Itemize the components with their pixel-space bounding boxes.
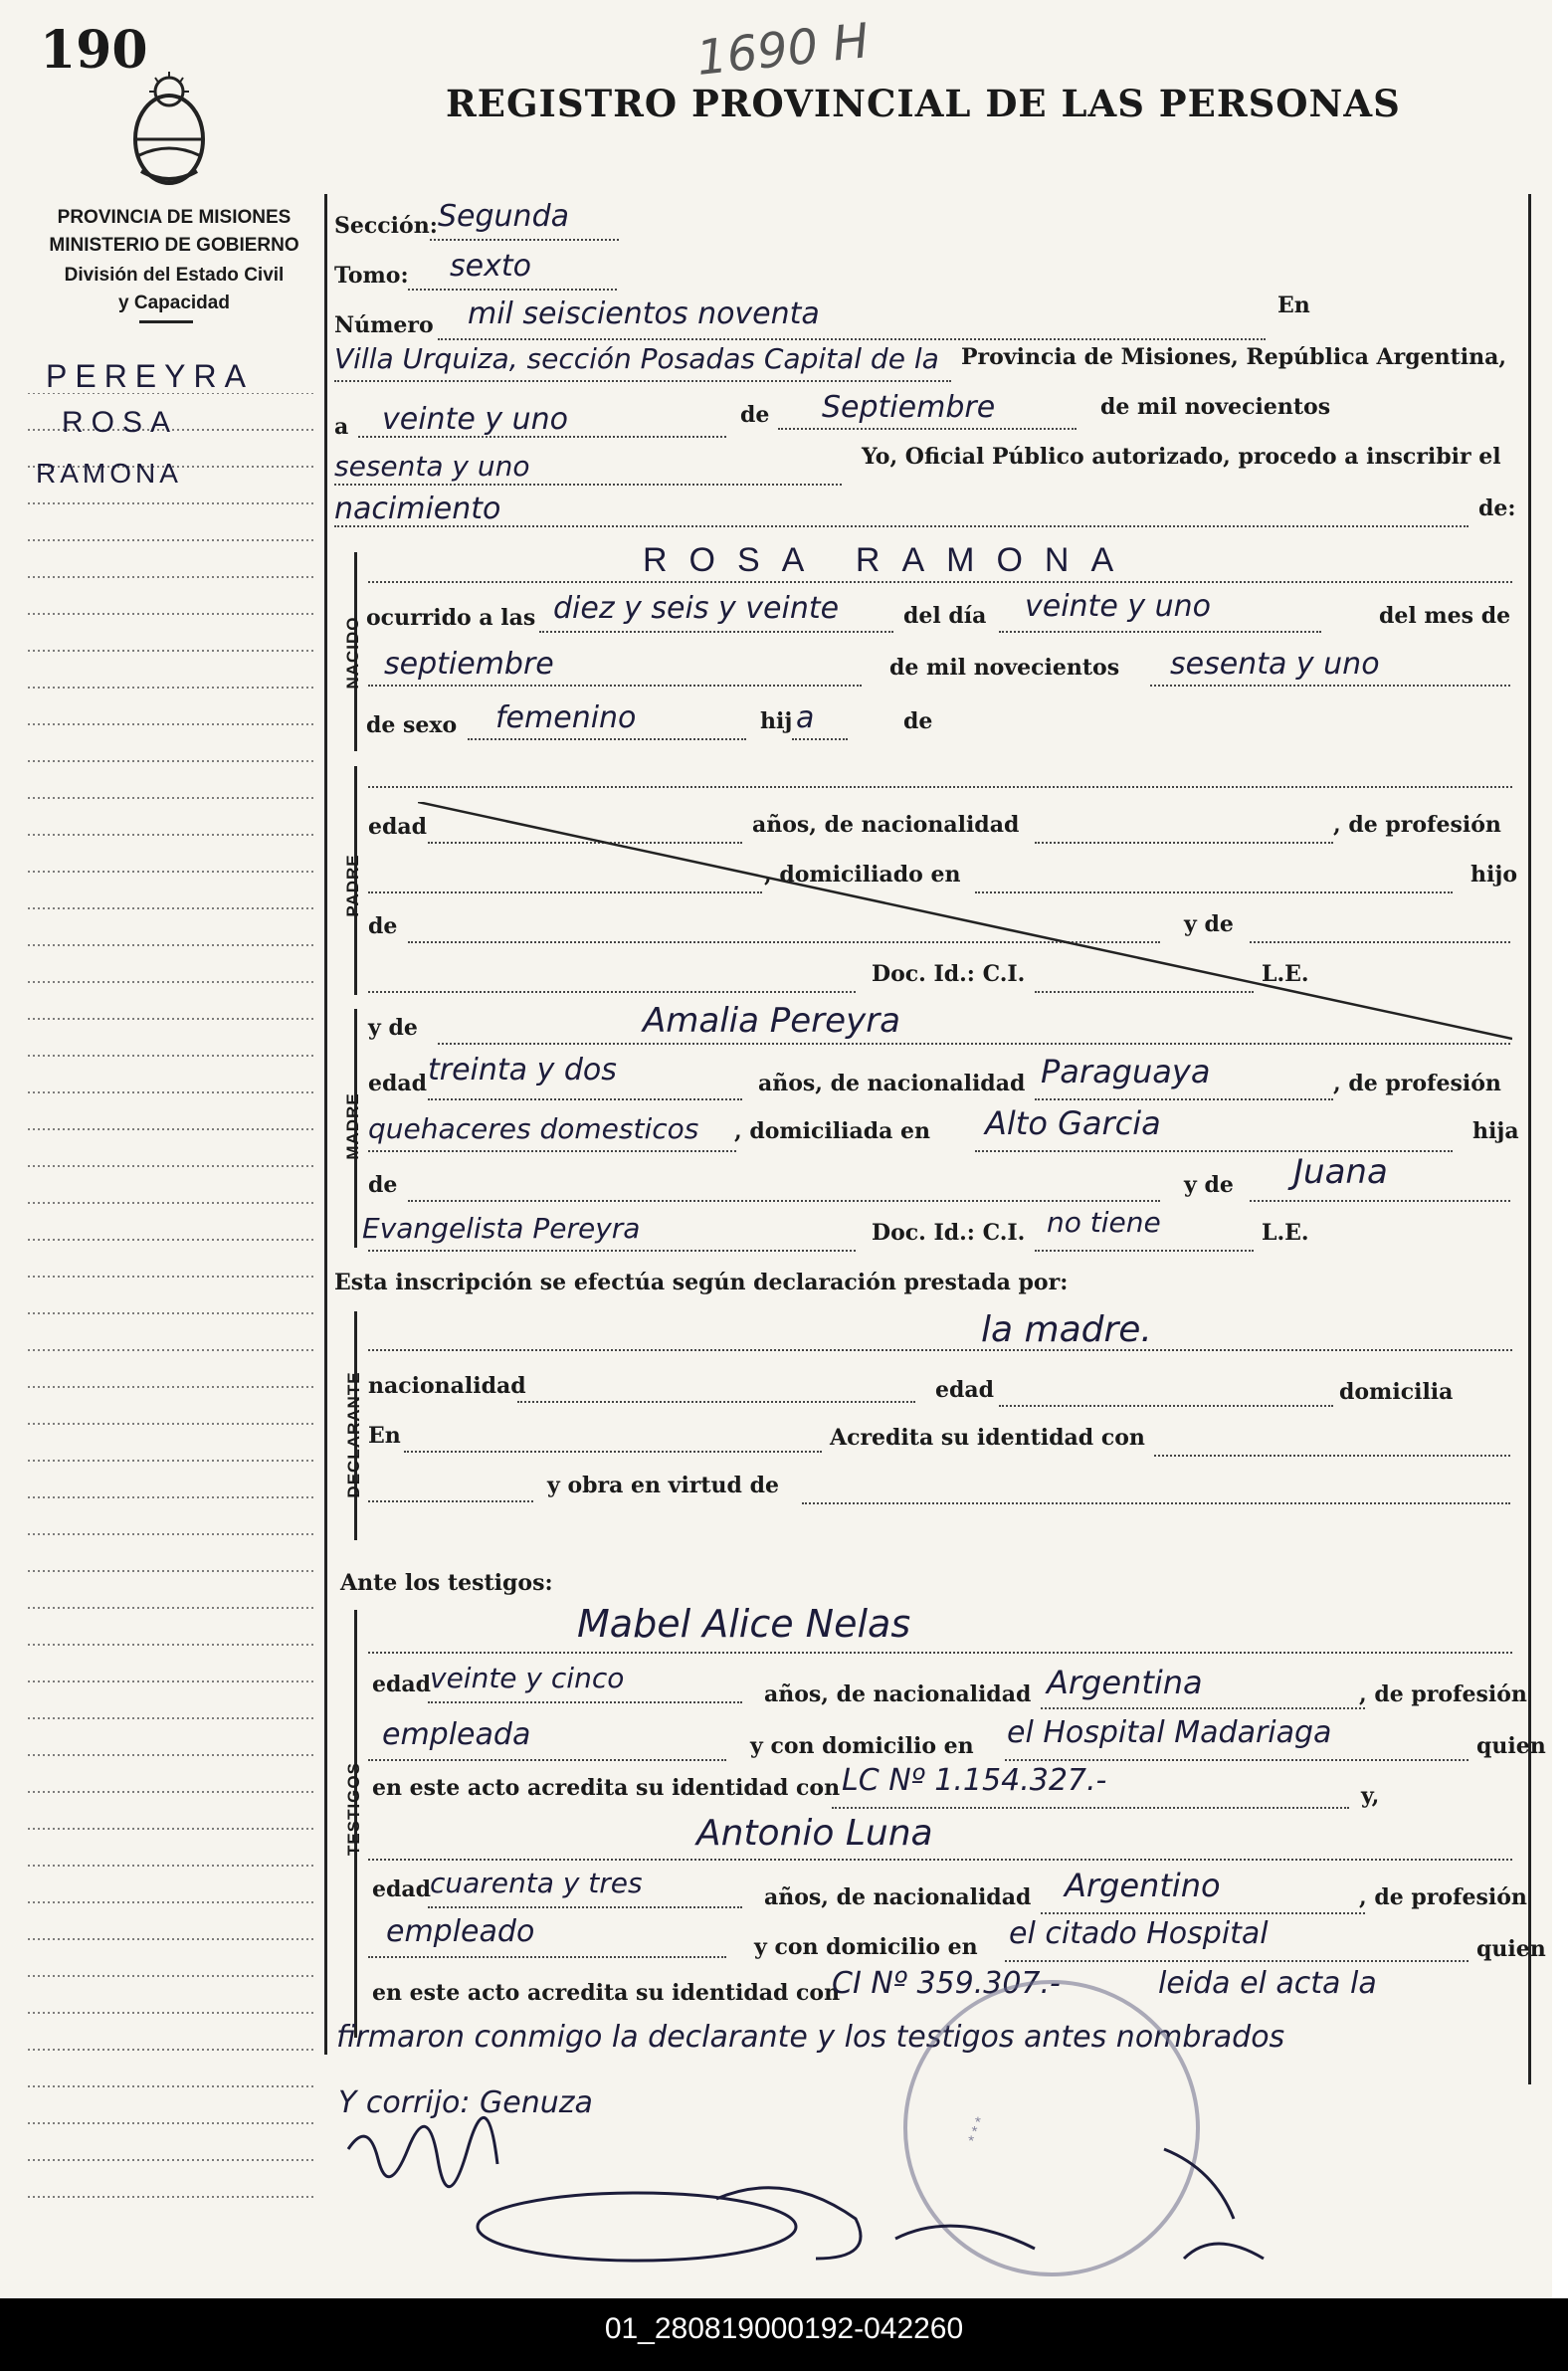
name-line bbox=[368, 581, 1512, 583]
t1-dom-line bbox=[1005, 1759, 1469, 1761]
folio-number: 190 bbox=[40, 20, 148, 81]
de-colon-label: de: bbox=[1478, 495, 1516, 521]
form-right-border bbox=[1528, 194, 1531, 2084]
padre-label: PADRE bbox=[343, 854, 362, 917]
margin-name-first: ROSA bbox=[62, 406, 179, 439]
madre-edad-value: treinta y dos bbox=[428, 1053, 617, 1087]
madre-doc-label: Doc. Id.: C.I. bbox=[872, 1220, 1026, 1246]
t1-profesion-value: empleada bbox=[382, 1717, 531, 1752]
inscripcion-label: Esta inscripción se efectúa según declaración prestada por: bbox=[334, 1270, 1069, 1295]
de-after-hij-label: de bbox=[903, 708, 933, 734]
numero-value: mil seiscientos noventa bbox=[468, 296, 820, 331]
madre-name-line bbox=[438, 1043, 1510, 1045]
madre-nacionalidad-value: Paraguaya bbox=[1041, 1053, 1211, 1090]
madre-nacionalidad-label: años, de nacionalidad bbox=[758, 1071, 1026, 1096]
madre-y-de-label: y de bbox=[368, 1015, 418, 1041]
t2-acredita-label: en este acto acredita su identidad con bbox=[372, 1980, 841, 2006]
testigo2-name-value: Antonio Luna bbox=[696, 1813, 933, 1854]
t2-edad-line bbox=[428, 1906, 742, 1908]
seccion-line bbox=[430, 239, 619, 241]
madre-prof-line bbox=[368, 1150, 736, 1152]
registered-name: ROSA RAMONA bbox=[643, 541, 1136, 579]
madre-domicilio-label: , domiciliada en bbox=[734, 1118, 931, 1144]
place-value: Villa Urquiza, sección Posadas Capital de la bbox=[334, 342, 939, 375]
t2-profesion-value: empleado bbox=[386, 1914, 535, 1949]
madre-hija-label: hija bbox=[1472, 1118, 1519, 1144]
hij-value: a bbox=[796, 700, 815, 735]
madre-profesion-value: quehaceres domesticos bbox=[368, 1112, 699, 1145]
seccion-label: Sección: bbox=[334, 213, 438, 239]
madre-de-label: de bbox=[368, 1172, 398, 1198]
file-id: 01_280819000192-042260 bbox=[604, 2312, 964, 2345]
padre-hijo-label: hijo bbox=[1470, 862, 1517, 888]
sexo-label: de sexo bbox=[366, 712, 458, 738]
mes-value: Septiembre bbox=[822, 390, 996, 425]
del-dia-label: del día bbox=[903, 603, 987, 629]
madre-domicilio-value: Alto Garcia bbox=[985, 1104, 1161, 1142]
padre-edad-label: edad bbox=[368, 814, 428, 840]
decl-nacionalidad-label: nacionalidad bbox=[368, 1373, 526, 1399]
decl-acredita-line bbox=[1154, 1455, 1510, 1457]
numero-line bbox=[438, 338, 1266, 340]
t2-edad-value: cuarenta y tres bbox=[430, 1867, 643, 1899]
t1-prof-line bbox=[368, 1759, 726, 1761]
t2-prof-line bbox=[368, 1956, 726, 1958]
province-label: PROVINCIA DE MISIONES bbox=[57, 207, 292, 228]
del-mes-label: del mes de bbox=[1379, 603, 1511, 629]
anio-nac-line bbox=[1150, 685, 1510, 687]
madre-doc-pre-line bbox=[368, 1250, 856, 1252]
decl-acredita-label: Acredita su identidad con bbox=[830, 1425, 1145, 1451]
padre-profesion-label: , de profesión bbox=[1333, 812, 1501, 838]
testigo1-name-value: Mabel Alice Nelas bbox=[577, 1602, 911, 1646]
decl-pre-obra-line bbox=[368, 1500, 533, 1502]
padre-de-label: de bbox=[368, 913, 398, 939]
dia-value: veinte y uno bbox=[382, 402, 568, 437]
coat-of-arms-icon bbox=[119, 68, 219, 189]
declarante-value: la madre. bbox=[981, 1309, 1152, 1350]
t1-nac-line bbox=[1041, 1707, 1365, 1709]
anio-nac-value: sesenta y uno bbox=[1170, 647, 1380, 682]
tomo-value: sexto bbox=[450, 249, 531, 284]
stamp-circular-text: * * * bbox=[965, 2114, 990, 2145]
madre-edad-label: edad bbox=[368, 1071, 428, 1096]
margin-name-surname: PEREYRA bbox=[46, 358, 254, 394]
t1-quien-label: quien bbox=[1476, 1733, 1546, 1759]
seccion-value: Segunda bbox=[438, 199, 569, 234]
sexo-line bbox=[468, 738, 746, 740]
decl-edad-label: edad bbox=[935, 1377, 995, 1403]
testigos-label: TESTIGOS bbox=[344, 1762, 363, 1856]
testigo1-name-line bbox=[368, 1652, 1512, 1654]
declarante-label: DECLARANTE bbox=[344, 1371, 363, 1498]
madre-abuela-value: Juana bbox=[1293, 1152, 1388, 1192]
margin-name-second: RAMONA bbox=[36, 458, 182, 489]
decl-edad-line bbox=[999, 1405, 1333, 1407]
madre-le-label: L.E. bbox=[1262, 1220, 1309, 1246]
t1-edad-line bbox=[428, 1701, 742, 1703]
t1-profesion-label: , de profesión bbox=[1359, 1681, 1527, 1707]
t2-domicilio-label: y con domicilio en bbox=[754, 1934, 978, 1960]
hora-value: diez y seis y veinte bbox=[553, 591, 840, 626]
anio-line bbox=[334, 484, 842, 486]
decl-en-line bbox=[404, 1451, 822, 1453]
place-line bbox=[334, 380, 951, 382]
decl-obra-line bbox=[802, 1502, 1510, 1504]
madre-ci-line bbox=[1035, 1250, 1254, 1252]
division-underline bbox=[139, 320, 193, 323]
en-label: En bbox=[1277, 293, 1310, 318]
declarante-line bbox=[368, 1349, 1512, 1351]
hora-line bbox=[539, 631, 893, 633]
dia-nac-value: veinte y uno bbox=[1025, 589, 1211, 624]
t2-quien-label: quien bbox=[1476, 1936, 1546, 1962]
padre-y-de-label: y de bbox=[1184, 911, 1234, 937]
t1-nacionalidad-value: Argentina bbox=[1047, 1664, 1203, 1701]
madre-edad-line bbox=[428, 1098, 742, 1100]
padre-le-label: L.E. bbox=[1262, 961, 1309, 987]
madre-ci-value: no tiene bbox=[1047, 1206, 1161, 1239]
decl-domicilia-label: domicilia bbox=[1339, 1379, 1454, 1405]
dia-nac-line bbox=[999, 631, 1321, 633]
t2-nac-line bbox=[1041, 1912, 1365, 1914]
acto-line bbox=[334, 525, 1469, 527]
form-left-border bbox=[324, 194, 327, 2055]
madre-profesion-label: , de profesión bbox=[1333, 1071, 1501, 1096]
t2-nacionalidad-label: años, de nacionalidad bbox=[764, 1884, 1032, 1910]
t1-domicilio-label: y con domicilio en bbox=[750, 1733, 974, 1759]
t2-edad-label: edad bbox=[372, 1877, 432, 1902]
nacido-label: NACIDO bbox=[343, 616, 362, 690]
tomo-label: Tomo: bbox=[334, 263, 409, 289]
padre-nacionalidad-label: años, de nacionalidad bbox=[752, 812, 1020, 838]
division-label-2: y Capacidad bbox=[118, 293, 230, 313]
t2-nacionalidad-value: Argentino bbox=[1065, 1867, 1221, 1904]
t1-domicilio-value: el Hospital Madariaga bbox=[1007, 1715, 1332, 1750]
ocurrido-label: ocurrido a las bbox=[366, 605, 536, 631]
margin-ruled-lines bbox=[28, 393, 316, 2214]
ministry-label: MINISTERIO DE GOBIERNO bbox=[49, 235, 299, 256]
mes-nac-line bbox=[368, 685, 862, 687]
closing-line-1: leida el acta la bbox=[1158, 1966, 1377, 2001]
decl-obra-label: y obra en virtud de bbox=[547, 1473, 779, 1498]
closing-line-3: Y corrijo: Genuza bbox=[338, 2085, 593, 2120]
madre-label: MADRE bbox=[343, 1092, 362, 1160]
t1-edad-value: veinte y cinco bbox=[430, 1662, 625, 1694]
madre-abuela-2-value: Evangelista Pereyra bbox=[362, 1212, 641, 1245]
mes-nac-value: septiembre bbox=[384, 647, 554, 682]
closing-line-2: firmaron conmigo la declarante y los testigos antes nombrados bbox=[336, 2020, 1285, 2055]
madre-y-de-2-label: y de bbox=[1184, 1172, 1234, 1198]
mes-line bbox=[778, 428, 1077, 430]
padre-domicilio-label: , domiciliado en bbox=[764, 862, 961, 888]
t1-nacionalidad-label: años, de nacionalidad bbox=[764, 1681, 1032, 1707]
de-mil-nov-nac-label: de mil novecientos bbox=[889, 655, 1120, 681]
sexo-value: femenino bbox=[495, 700, 637, 735]
padre-doc-label: Doc. Id.: C.I. bbox=[872, 961, 1026, 987]
numero-label: Número bbox=[334, 312, 434, 338]
madre-nac-line bbox=[1035, 1098, 1333, 1100]
testigo2-name-line bbox=[368, 1859, 1512, 1861]
de-label: de bbox=[740, 402, 770, 428]
padre-name-line bbox=[368, 786, 1512, 788]
anio-value: sesenta y uno bbox=[334, 450, 530, 483]
acto-value: nacimiento bbox=[334, 492, 501, 526]
t2-domicilio-value: el citado Hospital bbox=[1009, 1916, 1269, 1951]
decl-nac-line bbox=[517, 1401, 915, 1403]
division-label: División del Estado Civil bbox=[64, 265, 285, 286]
a-label: a bbox=[334, 414, 349, 440]
hij-label: hij bbox=[760, 708, 793, 734]
hij-line bbox=[792, 738, 848, 740]
handwritten-reference: 1690 H bbox=[693, 13, 872, 87]
decl-en-label: En bbox=[368, 1423, 401, 1449]
t1-documento-value: LC Nº 1.154.327.- bbox=[842, 1763, 1107, 1798]
madre-abuela-line bbox=[1250, 1200, 1510, 1202]
provincia-label: Provincia de Misiones, República Argentina, bbox=[961, 344, 1507, 370]
padre-cancel-stroke bbox=[418, 802, 1512, 1041]
t2-dom-line bbox=[1005, 1960, 1469, 1962]
madre-abuelo-line bbox=[408, 1200, 1160, 1202]
t2-profesion-label: , de profesión bbox=[1359, 1884, 1527, 1910]
yo-oficial-label: Yo, Oficial Público autorizado, procedo a inscribir el bbox=[862, 444, 1501, 470]
page-title: REGISTRO PROVINCIAL DE LAS PERSONAS bbox=[446, 82, 1401, 125]
ante-testigos-label: Ante los testigos: bbox=[340, 1570, 553, 1596]
t1-acredita-label: en este acto acredita su identidad con bbox=[372, 1775, 841, 1801]
signatures-drawing bbox=[338, 2109, 1333, 2288]
de-mil-novecientos-label: de mil novecientos bbox=[1100, 394, 1331, 420]
t1-y-label: y, bbox=[1361, 1783, 1380, 1809]
t1-doc-line bbox=[832, 1807, 1349, 1809]
t2-documento-value: CI Nº 359.307.- bbox=[832, 1966, 1061, 2001]
madre-name-value: Amalia Pereyra bbox=[643, 1001, 901, 1041]
t1-edad-label: edad bbox=[372, 1672, 432, 1697]
tomo-line bbox=[408, 289, 617, 291]
